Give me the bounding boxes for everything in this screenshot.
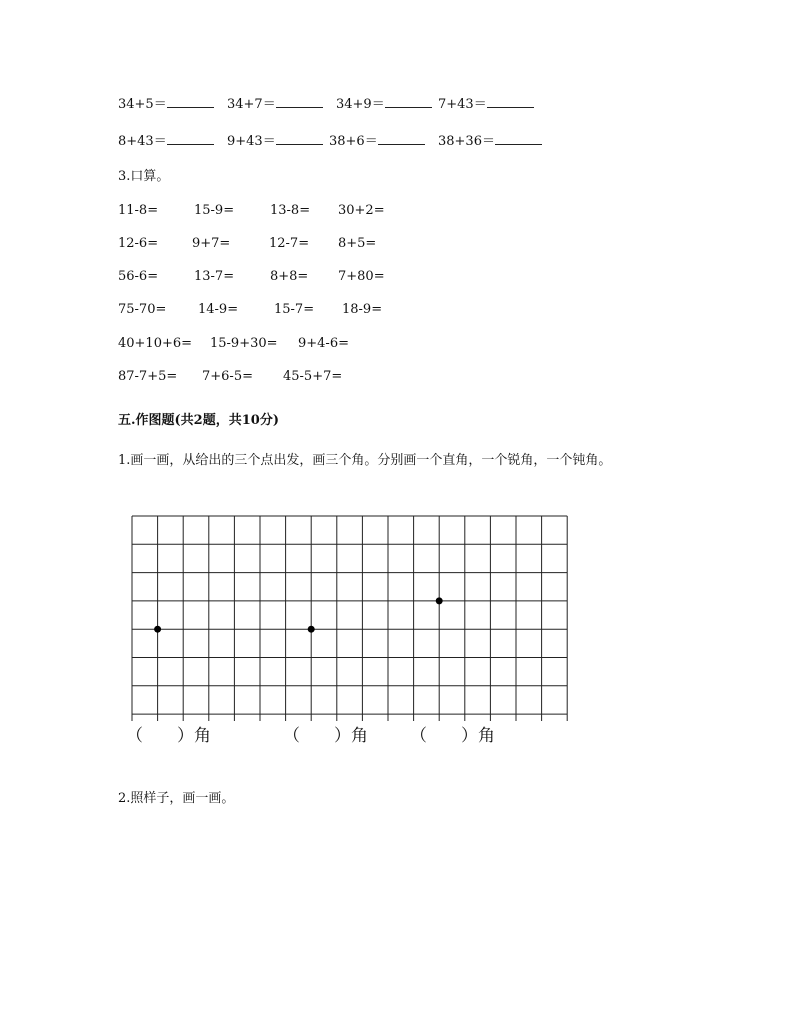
problem: 12-6= [118, 236, 159, 251]
problem: 34+9＝ [336, 95, 432, 113]
problem: 75-70= [118, 302, 167, 317]
problem: 9+4-6= [298, 336, 349, 351]
problem: 8+5= [338, 236, 377, 251]
problem: 34+5＝ [118, 95, 214, 113]
problem: 8+8= [270, 269, 309, 284]
question-2: 2.照样子，画一画。 [118, 791, 235, 806]
problem: 9+7= [192, 236, 231, 251]
problem: 87-7+5= [118, 369, 178, 384]
angle-label-3: （ ）角 [410, 726, 495, 746]
problem: 15-9= [194, 203, 235, 218]
problem: 15-7= [274, 302, 315, 317]
problem: 11-8= [118, 203, 159, 218]
section5-heading: 五.作图题(共2题，共10分) [118, 413, 279, 428]
problem: 7+43＝ [438, 95, 534, 113]
problem: 14-9= [198, 302, 239, 317]
problem: 38+36＝ [438, 132, 542, 150]
problem: 9+43＝ [227, 132, 323, 150]
grid-points [154, 597, 443, 632]
question-1: 1.画一画，从给出的三个点出发，画三个角。分别画一个直角，一个锐角，一个钝角。 [118, 453, 612, 468]
problem: 12-7= [269, 236, 310, 251]
problem: 40+10+6= [118, 336, 193, 351]
problem: 30+2= [338, 203, 385, 218]
problem: 15-9+30= [210, 336, 278, 351]
angle-label-1: （ ）角 [126, 726, 211, 746]
dot-grid [131, 515, 573, 721]
grid-point [436, 597, 443, 604]
problem: 38+6＝ [329, 132, 425, 150]
problem: 13-8= [270, 203, 311, 218]
problem: 8+43＝ [118, 132, 214, 150]
grid-point [154, 626, 161, 633]
problem: 7+80= [338, 269, 385, 284]
grid-lines [132, 516, 567, 721]
grid-point [308, 626, 315, 633]
problem: 45-5+7= [283, 369, 343, 384]
problem: 13-7= [194, 269, 235, 284]
problem: 34+7＝ [227, 95, 323, 113]
problem: 7+6-5= [202, 369, 253, 384]
problem: 18-9= [342, 302, 383, 317]
section3-title: 3.口算。 [118, 169, 170, 184]
angle-label-2: （ ）角 [283, 726, 368, 746]
problem: 56-6= [118, 269, 159, 284]
